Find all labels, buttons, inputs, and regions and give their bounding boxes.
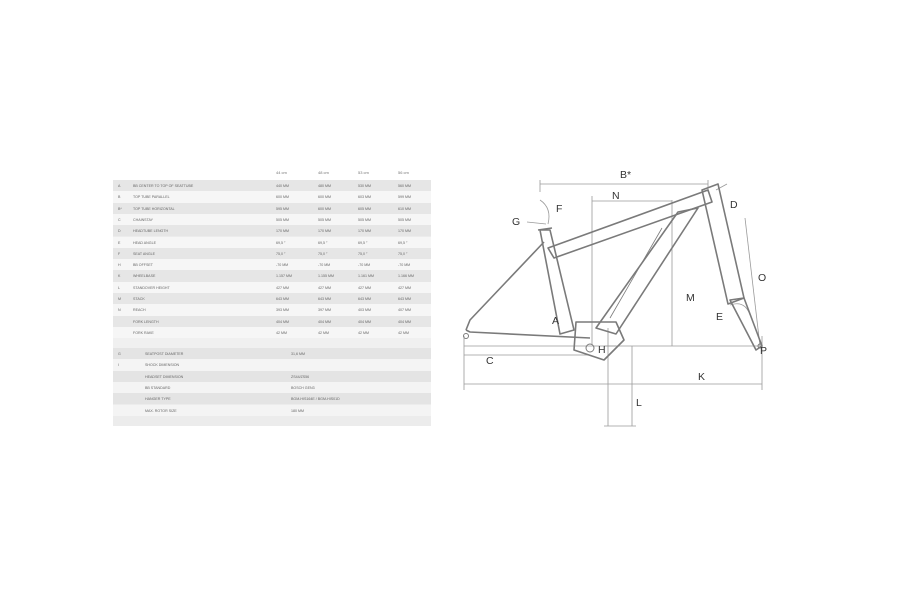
row-code: H bbox=[118, 263, 121, 268]
row-value: 605 MM bbox=[358, 206, 371, 211]
size-header-48: 48 cm bbox=[318, 170, 329, 175]
row-label: TOP TUBE PARALLEL bbox=[133, 195, 170, 200]
table-row bbox=[113, 304, 431, 315]
row-value: 603 MM bbox=[358, 195, 371, 200]
row-label: TOP TUBE HORIZONTAL bbox=[133, 206, 175, 211]
row-value: 170 MM bbox=[358, 229, 371, 234]
spec-row bbox=[113, 405, 431, 416]
row-value: 600 MM bbox=[318, 206, 331, 211]
row-value: 42 MM bbox=[358, 330, 369, 335]
row-value: 480 MM bbox=[318, 184, 331, 188]
row-value: 600 MM bbox=[276, 195, 289, 200]
spec-label: BB STANDARD bbox=[145, 385, 171, 390]
row-value: 505 MM bbox=[318, 217, 331, 222]
row-value: 393 MM bbox=[276, 308, 289, 313]
table-row bbox=[113, 191, 431, 202]
row-value: -70 MM bbox=[276, 263, 289, 268]
row-value: -70 MM bbox=[318, 263, 331, 268]
row-label: SEAT ANGLE bbox=[133, 251, 156, 256]
size-header-56: 56 cm bbox=[398, 170, 409, 175]
row-value: 1.166 MM bbox=[398, 274, 414, 279]
geometry-table bbox=[113, 164, 431, 426]
spec-label: HANGER TYPE bbox=[145, 397, 171, 402]
label-p: P bbox=[760, 345, 768, 357]
row-value: 560 MM bbox=[398, 184, 411, 188]
row-value: 42 MM bbox=[276, 330, 287, 335]
spec-row bbox=[113, 382, 431, 393]
row-code: M bbox=[118, 297, 121, 301]
row-value: 404 MM bbox=[276, 319, 289, 324]
row-value: 69,5 ° bbox=[276, 240, 286, 245]
row-value: 75,0 ° bbox=[398, 251, 408, 256]
label-o: O bbox=[758, 272, 767, 284]
row-label: BB OFFSET bbox=[133, 263, 153, 268]
label-a: A bbox=[552, 315, 560, 327]
row-code: A bbox=[118, 184, 121, 188]
row-code: E bbox=[118, 240, 121, 245]
label-n: N bbox=[612, 190, 620, 202]
row-value: 427 MM bbox=[358, 285, 371, 290]
row-value: 403 MM bbox=[358, 308, 371, 313]
spec-row bbox=[113, 348, 431, 359]
row-label: WHEELBASE bbox=[133, 274, 156, 279]
pointer-g bbox=[527, 222, 546, 224]
spec-label: SHOCK DIMENSION bbox=[145, 363, 180, 368]
label-m: M bbox=[686, 292, 695, 304]
spec-value: BGM-HIS164E / BGM-HIS01D bbox=[291, 397, 340, 402]
row-value: 397 MM bbox=[318, 308, 331, 313]
spec-code: G bbox=[118, 352, 121, 356]
label-l: L bbox=[636, 397, 642, 409]
row-code: K bbox=[118, 274, 121, 279]
label-f: F bbox=[556, 203, 563, 215]
label-g: G bbox=[512, 216, 521, 228]
spec-value: ZS44/ZS56 bbox=[291, 374, 310, 379]
frame-geometry-diagram bbox=[440, 150, 800, 440]
row-value: 42 MM bbox=[398, 330, 409, 335]
row-code: C bbox=[118, 217, 121, 222]
angle-arc-f bbox=[540, 200, 549, 224]
label-b-star: B* bbox=[620, 169, 632, 181]
row-value: 404 MM bbox=[398, 319, 411, 324]
row-value: -70 MM bbox=[398, 263, 411, 268]
spec-row bbox=[113, 359, 431, 370]
row-value: 1.157 MM bbox=[276, 274, 292, 279]
row-value: 440 MM bbox=[276, 184, 289, 188]
row-value: 595 MM bbox=[276, 206, 289, 211]
spec-row bbox=[113, 393, 431, 404]
table-row bbox=[113, 316, 431, 327]
row-code: B bbox=[118, 195, 121, 200]
spec-label: MAX. ROTOR SIZE bbox=[145, 408, 177, 413]
label-h: H bbox=[598, 344, 606, 356]
label-c: C bbox=[486, 355, 494, 367]
table-header bbox=[113, 164, 431, 180]
table-row bbox=[113, 282, 431, 293]
row-value: 404 MM bbox=[358, 319, 371, 324]
table-separator bbox=[113, 338, 431, 348]
table-row bbox=[113, 259, 431, 270]
row-value: 170 MM bbox=[318, 229, 331, 234]
bottom-bracket bbox=[586, 344, 594, 352]
row-code: F bbox=[118, 251, 121, 256]
spec-value: 31,6 MM bbox=[291, 352, 305, 356]
row-label: BB CENTER TO TOP OF SEATTUBE bbox=[133, 184, 194, 188]
row-value: 75,0 ° bbox=[358, 251, 368, 256]
label-e: E bbox=[716, 311, 724, 323]
row-value: 427 MM bbox=[398, 285, 411, 290]
row-code: L bbox=[118, 285, 120, 290]
row-label: HEADTUBE LENGTH bbox=[133, 229, 169, 234]
row-label: FORK RAKE bbox=[133, 330, 154, 335]
row-value: 643 MM bbox=[276, 297, 289, 301]
row-value: 75,0 ° bbox=[276, 251, 286, 256]
table-row bbox=[113, 214, 431, 225]
row-value: 643 MM bbox=[318, 297, 331, 301]
row-value: 610 MM bbox=[398, 206, 411, 211]
size-header-44: 44 cm bbox=[276, 170, 287, 175]
spec-label: SEATPOST DIAMETER bbox=[145, 352, 184, 356]
table-row bbox=[113, 270, 431, 281]
spec-label: HEADSET DIMENSION bbox=[145, 374, 184, 379]
row-value: 69,5 ° bbox=[358, 240, 368, 245]
label-k: K bbox=[698, 371, 706, 383]
spec-value: 180 MM bbox=[291, 408, 304, 413]
row-value: 643 MM bbox=[398, 297, 411, 301]
table-row bbox=[113, 225, 431, 236]
row-label: HEAD ANGLE bbox=[133, 240, 156, 245]
row-value: 505 MM bbox=[358, 217, 371, 222]
spec-code: I bbox=[118, 363, 119, 368]
size-header-53: 53 cm bbox=[358, 170, 369, 175]
row-value: 643 MM bbox=[358, 297, 371, 301]
spec-value: BOSCH GEN3 bbox=[291, 385, 315, 390]
table-row bbox=[113, 327, 431, 338]
row-code: D bbox=[118, 229, 121, 234]
row-value: 407 MM bbox=[398, 308, 411, 313]
row-value: 505 MM bbox=[398, 217, 411, 222]
row-value: 600 MM bbox=[318, 195, 331, 200]
row-value: 42 MM bbox=[318, 330, 329, 335]
row-value: 1.161 MM bbox=[358, 274, 374, 279]
row-value: 530 MM bbox=[358, 184, 371, 188]
table-row bbox=[113, 293, 431, 304]
row-label: STANDOVER HEIGHT bbox=[133, 285, 170, 290]
table-row bbox=[113, 248, 431, 259]
row-value: 69,5 ° bbox=[318, 240, 328, 245]
row-code: N bbox=[118, 308, 121, 313]
row-value: 427 MM bbox=[318, 285, 331, 290]
table-row bbox=[113, 237, 431, 248]
row-value: 69,5 ° bbox=[398, 240, 408, 245]
row-value: 404 MM bbox=[318, 319, 331, 324]
row-value: 170 MM bbox=[276, 229, 289, 234]
row-value: 1.155 MM bbox=[318, 274, 334, 279]
row-label: CHAINSTAY bbox=[133, 217, 154, 222]
row-value: 599 MM bbox=[398, 195, 411, 200]
row-label: STACK bbox=[133, 297, 145, 301]
row-code: B* bbox=[118, 206, 122, 211]
table-row bbox=[113, 180, 431, 191]
row-value: 427 MM bbox=[276, 285, 289, 290]
row-value: -70 MM bbox=[358, 263, 371, 268]
table-row bbox=[113, 203, 431, 214]
spec-row bbox=[113, 371, 431, 382]
head-tube bbox=[702, 184, 744, 304]
row-value: 505 MM bbox=[276, 217, 289, 222]
row-label: REACH bbox=[133, 308, 146, 313]
label-d: D bbox=[730, 199, 738, 211]
seat-stay bbox=[466, 242, 544, 330]
row-value: 170 MM bbox=[398, 229, 411, 234]
row-value: 75,0 ° bbox=[318, 251, 328, 256]
row-label: FORK LENGTH bbox=[133, 319, 159, 324]
